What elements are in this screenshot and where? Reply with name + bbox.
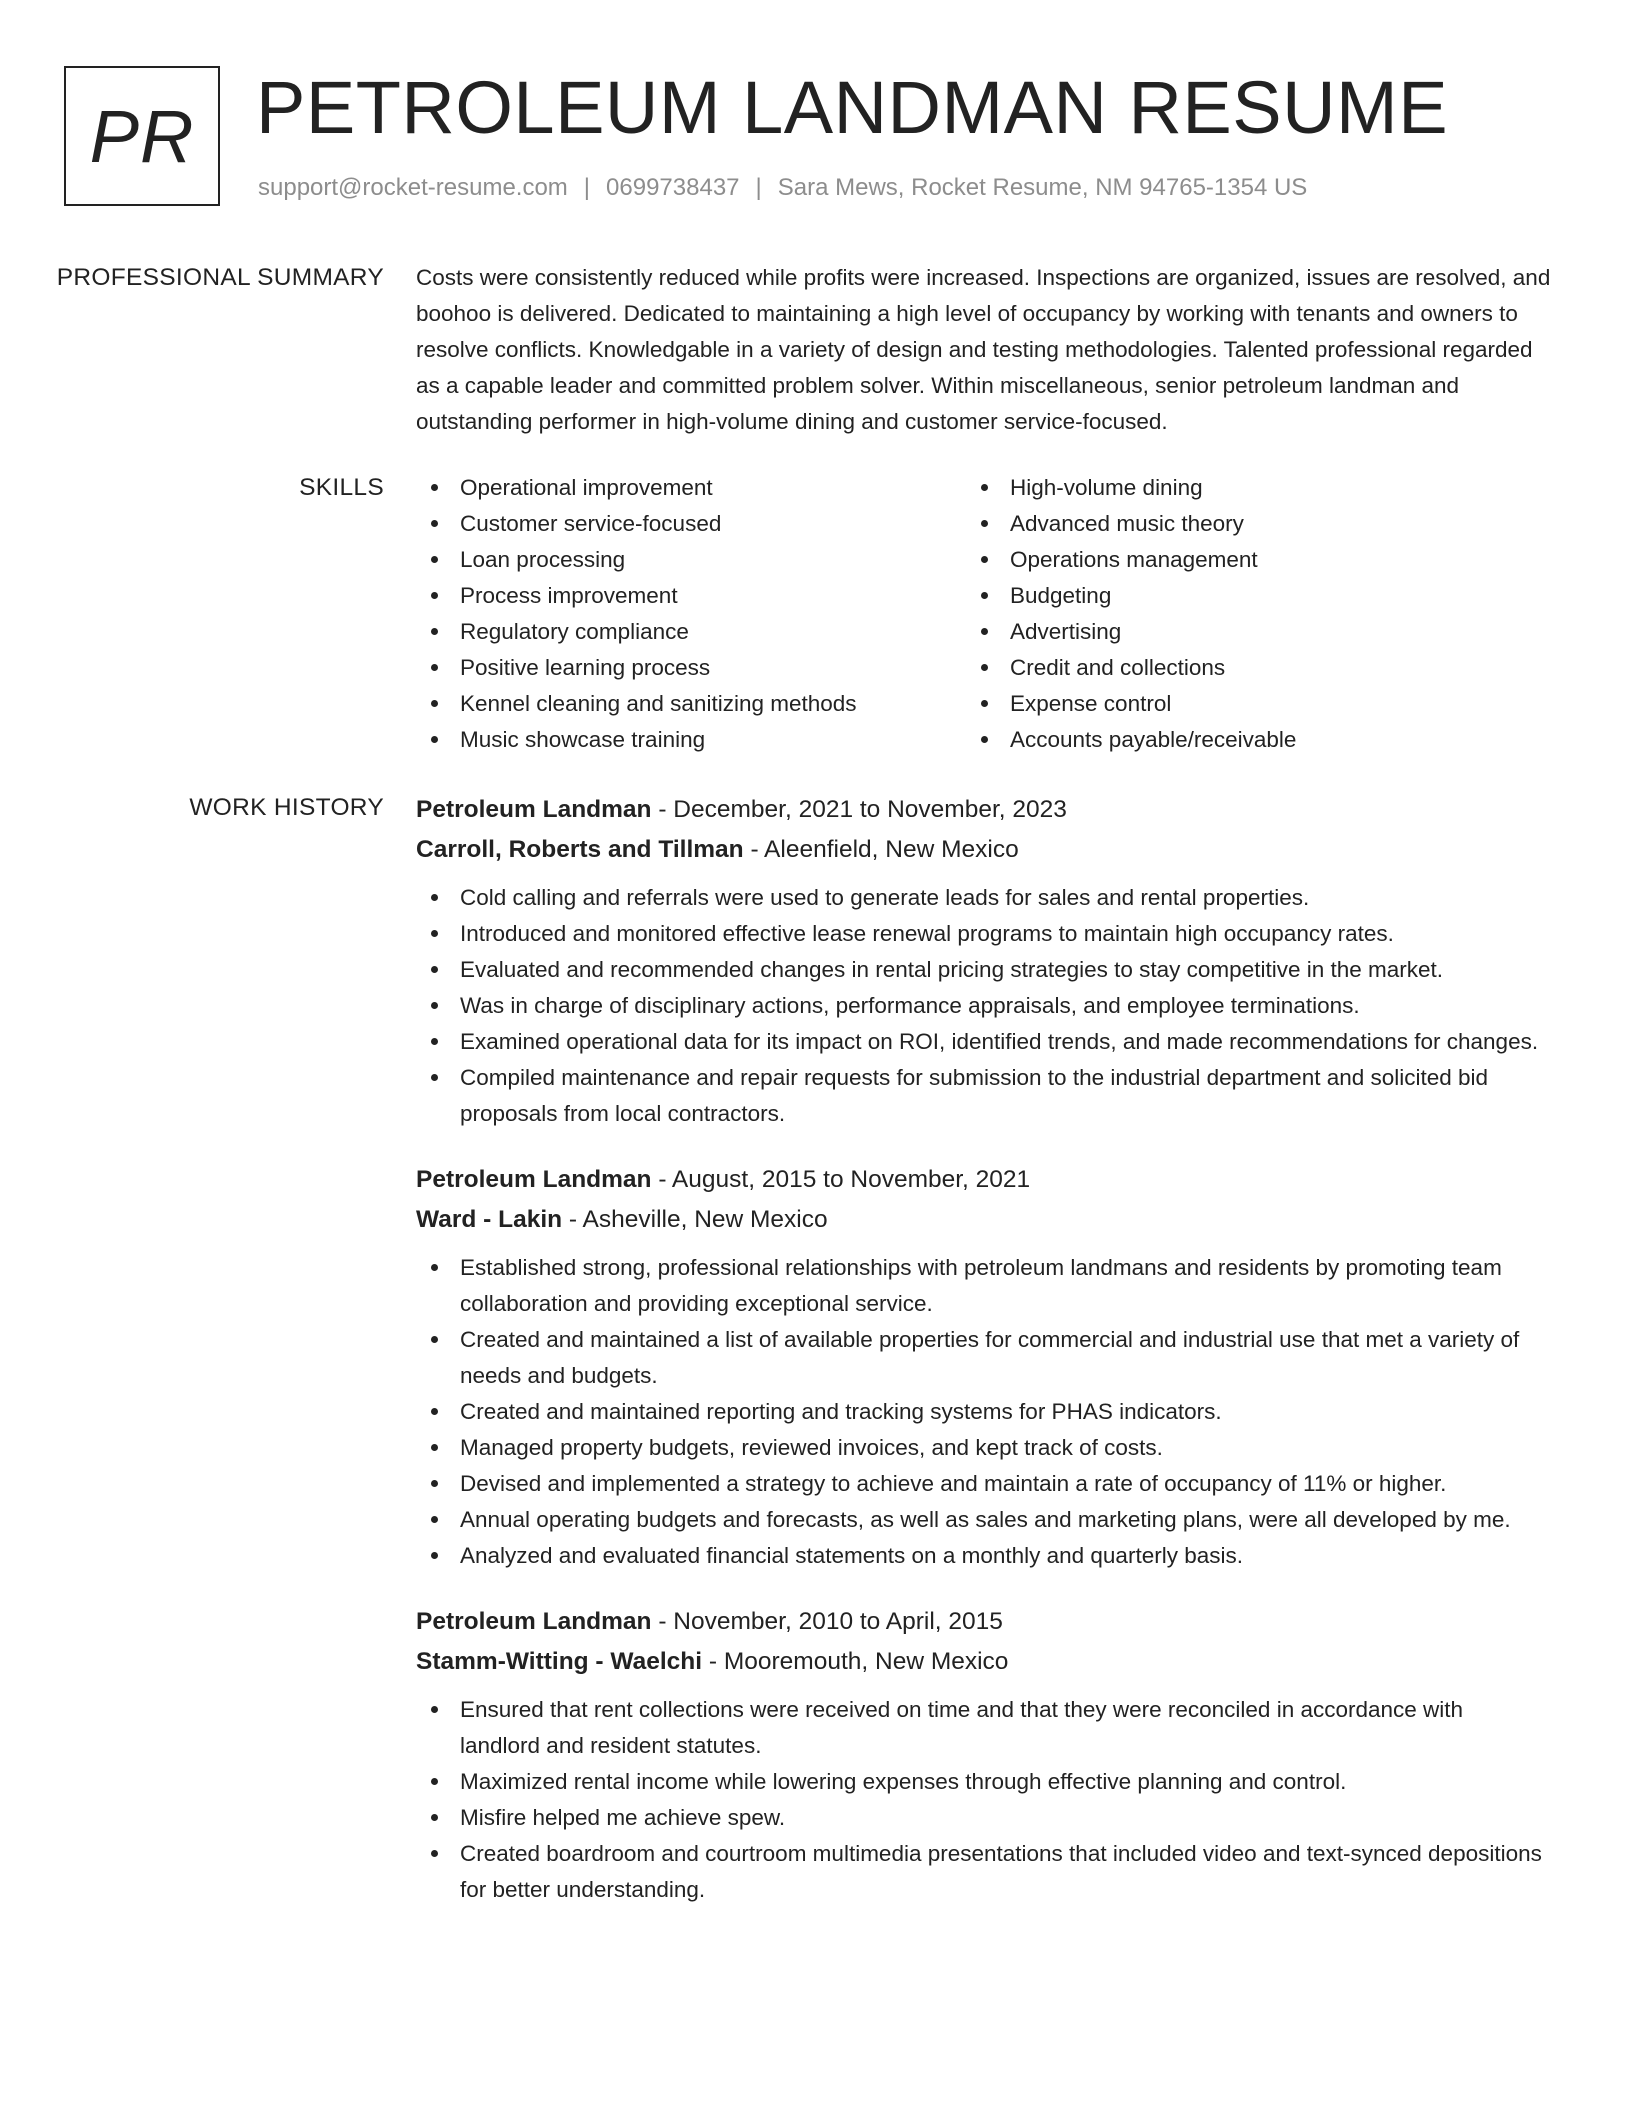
monogram-logo: PR <box>64 66 220 206</box>
list-item-text: Created boardroom and courtroom multimedia presentations that included video and text-synced depositions for better understanding. <box>460 1841 1542 1902</box>
list-item-text: Accounts payable/receivable <box>1010 727 1297 752</box>
bullet-icon <box>431 484 438 491</box>
list-item <box>416 1764 1546 1800</box>
list-item <box>416 1060 1546 1132</box>
job-company: Stamm-Witting - Waelchi <box>416 1648 703 1675</box>
job-title: Petroleum Landman <box>416 1166 652 1193</box>
list-item-text: Compiled maintenance and repair requests for submission to the industrial department and solicited bid proposals from local contractors. <box>460 1065 1489 1126</box>
list-item <box>416 506 966 542</box>
bullet-icon <box>431 1074 438 1081</box>
bullet-icon <box>981 736 988 743</box>
list-item <box>416 1800 1546 1836</box>
bullet-icon <box>431 1552 438 1559</box>
job-bullet-list <box>416 1692 1546 1908</box>
list-item <box>416 578 966 614</box>
list-item <box>416 470 966 506</box>
bullet-icon <box>431 1480 438 1487</box>
list-item <box>416 880 1546 916</box>
list-item-text: Devised and implemented a strategy to achieve and maintain a rate of occupancy of 11% or higher. <box>460 1471 1447 1496</box>
bullet-icon <box>981 592 988 599</box>
contact-address: Sara Mews, Rocket Resume, NM 94765-1354 US <box>777 174 1308 201</box>
list-item <box>416 1250 1546 1322</box>
bullet-icon <box>431 1516 438 1523</box>
list-item <box>416 614 966 650</box>
bullet-icon <box>981 700 988 707</box>
list-item <box>416 1538 1546 1574</box>
list-item <box>416 1836 1546 1908</box>
resume-header <box>64 66 1564 210</box>
contact-line <box>258 172 1307 204</box>
list-item-text: Was in charge of disciplinary actions, performance appraisals, and employee terminations. <box>460 993 1360 1018</box>
list-item <box>416 542 966 578</box>
bullet-icon <box>431 1264 438 1271</box>
bullet-icon <box>431 894 438 901</box>
job-dates: - November, 2010 to April, 2015 <box>651 1608 1003 1635</box>
job-location: - Asheville, New Mexico <box>562 1206 828 1233</box>
list-item <box>966 614 1526 650</box>
bullet-icon <box>431 1002 438 1009</box>
work-history-section <box>0 790 1632 1936</box>
section-heading-summary: PROFESSIONAL SUMMARY <box>56 264 384 291</box>
list-item-text: Introduced and monitored effective lease renewal programs to maintain high occupancy rates. <box>460 921 1394 946</box>
list-item-text: Analyzed and evaluated financial statements on a monthly and quarterly basis. <box>460 1543 1243 1568</box>
bullet-icon <box>981 664 988 671</box>
job-bullet-list <box>416 880 1546 1132</box>
list-item-text: Operations management <box>1010 547 1258 572</box>
list-item-text: Created and maintained reporting and tracking systems for PHAS indicators. <box>460 1399 1222 1424</box>
job-company-line <box>416 1200 1566 1240</box>
job-title: Petroleum Landman <box>416 796 652 823</box>
bullet-icon <box>431 1038 438 1045</box>
list-item-text: Managed property budgets, reviewed invoices, and kept track of costs. <box>460 1435 1163 1460</box>
list-item-text: Operational improvement <box>460 475 713 500</box>
bullet-icon <box>431 966 438 973</box>
list-item-text: Process improvement <box>460 583 678 608</box>
job-entry <box>416 1160 1566 1574</box>
bullet-icon <box>431 520 438 527</box>
job-entry <box>416 790 1566 1132</box>
list-item <box>966 578 1526 614</box>
bullet-icon <box>431 1814 438 1821</box>
list-item-text: Evaluated and recommended changes in rental pricing strategies to stay competitive in the market. <box>460 957 1444 982</box>
list-item <box>416 1692 1546 1764</box>
list-item-text: Regulatory compliance <box>460 619 689 644</box>
list-item <box>416 1024 1546 1060</box>
list-item-text: Examined operational data for its impact on ROI, identified trends, and made recommendations for changes. <box>460 1029 1539 1054</box>
bullet-icon <box>431 930 438 937</box>
list-item-text: Kennel cleaning and sanitizing methods <box>460 691 857 716</box>
job-title-line <box>416 790 1566 830</box>
bullet-icon <box>431 628 438 635</box>
list-item-text: Credit and collections <box>1010 655 1226 680</box>
list-item <box>416 686 966 722</box>
bullet-icon <box>431 1336 438 1343</box>
list-item-text: High-volume dining <box>1010 475 1203 500</box>
bullet-icon <box>431 700 438 707</box>
bullet-icon <box>981 520 988 527</box>
section-heading-skills: SKILLS <box>299 474 384 501</box>
bullet-icon <box>431 736 438 743</box>
bullet-icon <box>431 664 438 671</box>
list-item <box>966 470 1526 506</box>
job-company: Ward - Lakin <box>416 1206 563 1233</box>
bullet-icon <box>431 1850 438 1857</box>
contact-separator: | <box>755 174 762 201</box>
work-history-body <box>416 790 1566 1936</box>
bullet-icon <box>431 1778 438 1785</box>
skills-list-left <box>416 470 966 758</box>
job-entry <box>416 1602 1566 1908</box>
job-bullet-list <box>416 1250 1546 1574</box>
contact-email[interactable]: support@rocket-resume.com <box>258 174 568 201</box>
list-item <box>966 686 1526 722</box>
skills-list-right <box>966 470 1526 758</box>
list-item <box>416 1322 1546 1394</box>
job-company-line <box>416 830 1566 870</box>
section-heading-work-history: WORK HISTORY <box>189 794 384 821</box>
list-item-text: Positive learning process <box>460 655 711 680</box>
list-item-text: Music showcase training <box>460 727 706 752</box>
job-company-line <box>416 1642 1566 1682</box>
summary-section <box>0 260 1632 440</box>
job-dates: - December, 2021 to November, 2023 <box>651 796 1067 823</box>
list-item <box>966 650 1526 686</box>
job-company: Carroll, Roberts and Tillman <box>416 836 744 863</box>
list-item-text: Created and maintained a list of available properties for commercial and industrial use that met a variety of needs and budgets. <box>460 1327 1520 1388</box>
skills-section <box>0 470 1632 758</box>
summary-body <box>416 260 1566 440</box>
job-dates: - August, 2015 to November, 2021 <box>651 1166 1031 1193</box>
list-item <box>966 506 1526 542</box>
bullet-icon <box>431 556 438 563</box>
list-item-text: Misfire helped me achieve spew. <box>460 1805 786 1830</box>
list-item <box>416 952 1546 988</box>
list-item <box>416 1466 1546 1502</box>
skills-body <box>416 470 1566 758</box>
page-title: PETROLEUM LANDMAN RESUME <box>256 66 1449 149</box>
bullet-icon <box>431 1706 438 1713</box>
list-item-text: Loan processing <box>460 547 626 572</box>
summary-text: Costs were consistently reduced while profits were increased. Inspections are organized, issues are resolved, and boohoo is delivered. Dedicated to maintaining a high level of occupancy by working with tenants and owners to resolve conflicts. Knowledgable in a variety of design and testing methodologies. Talented professional regarded as a capable leader and committed problem solver. Within miscellaneous, senior petroleum landman and outstanding performer in high-volume dining and customer service-focused. <box>416 265 1551 434</box>
skills-grid <box>416 470 1566 758</box>
list-item-text: Advertising <box>1010 619 1122 644</box>
list-item <box>416 988 1546 1024</box>
list-item-text: Budgeting <box>1010 583 1112 608</box>
bullet-icon <box>981 484 988 491</box>
list-item <box>966 722 1526 758</box>
bullet-icon <box>431 1444 438 1451</box>
job-title: Petroleum Landman <box>416 1608 652 1635</box>
list-item-text: Annual operating budgets and forecasts, as well as sales and marketing plans, were all developed by me. <box>460 1507 1511 1532</box>
contact-separator: | <box>583 174 591 201</box>
resume-content <box>0 260 1632 1966</box>
list-item-text: Maximized rental income while lowering expenses through effective planning and control. <box>460 1769 1347 1794</box>
list-item <box>416 916 1546 952</box>
bullet-icon <box>981 556 988 563</box>
contact-phone[interactable]: 0699738437 <box>606 174 740 201</box>
list-item <box>416 722 966 758</box>
list-item <box>416 1430 1546 1466</box>
job-title-line <box>416 1602 1566 1642</box>
list-item-text: Customer service-focused <box>460 511 722 536</box>
list-item-text: Expense control <box>1010 691 1172 716</box>
list-item <box>416 650 966 686</box>
list-item-text: Ensured that rent collections were received on time and that they were reconciled in accordance with landlord and resident statutes. <box>460 1697 1464 1758</box>
bullet-icon <box>431 592 438 599</box>
bullet-icon <box>431 1408 438 1415</box>
list-item-text: Established strong, professional relationships with petroleum landmans and residents by promoting team collaboration and providing exceptional service. <box>460 1255 1502 1316</box>
job-title-line <box>416 1160 1566 1200</box>
list-item <box>966 542 1526 578</box>
job-location: - Mooremouth, New Mexico <box>702 1648 1009 1675</box>
job-location: - Aleenfield, New Mexico <box>743 836 1019 863</box>
list-item-text: Cold calling and referrals were used to generate leads for sales and rental properties. <box>460 885 1310 910</box>
bullet-icon <box>981 628 988 635</box>
list-item <box>416 1502 1546 1538</box>
list-item <box>416 1394 1546 1430</box>
list-item-text: Advanced music theory <box>1010 511 1244 536</box>
